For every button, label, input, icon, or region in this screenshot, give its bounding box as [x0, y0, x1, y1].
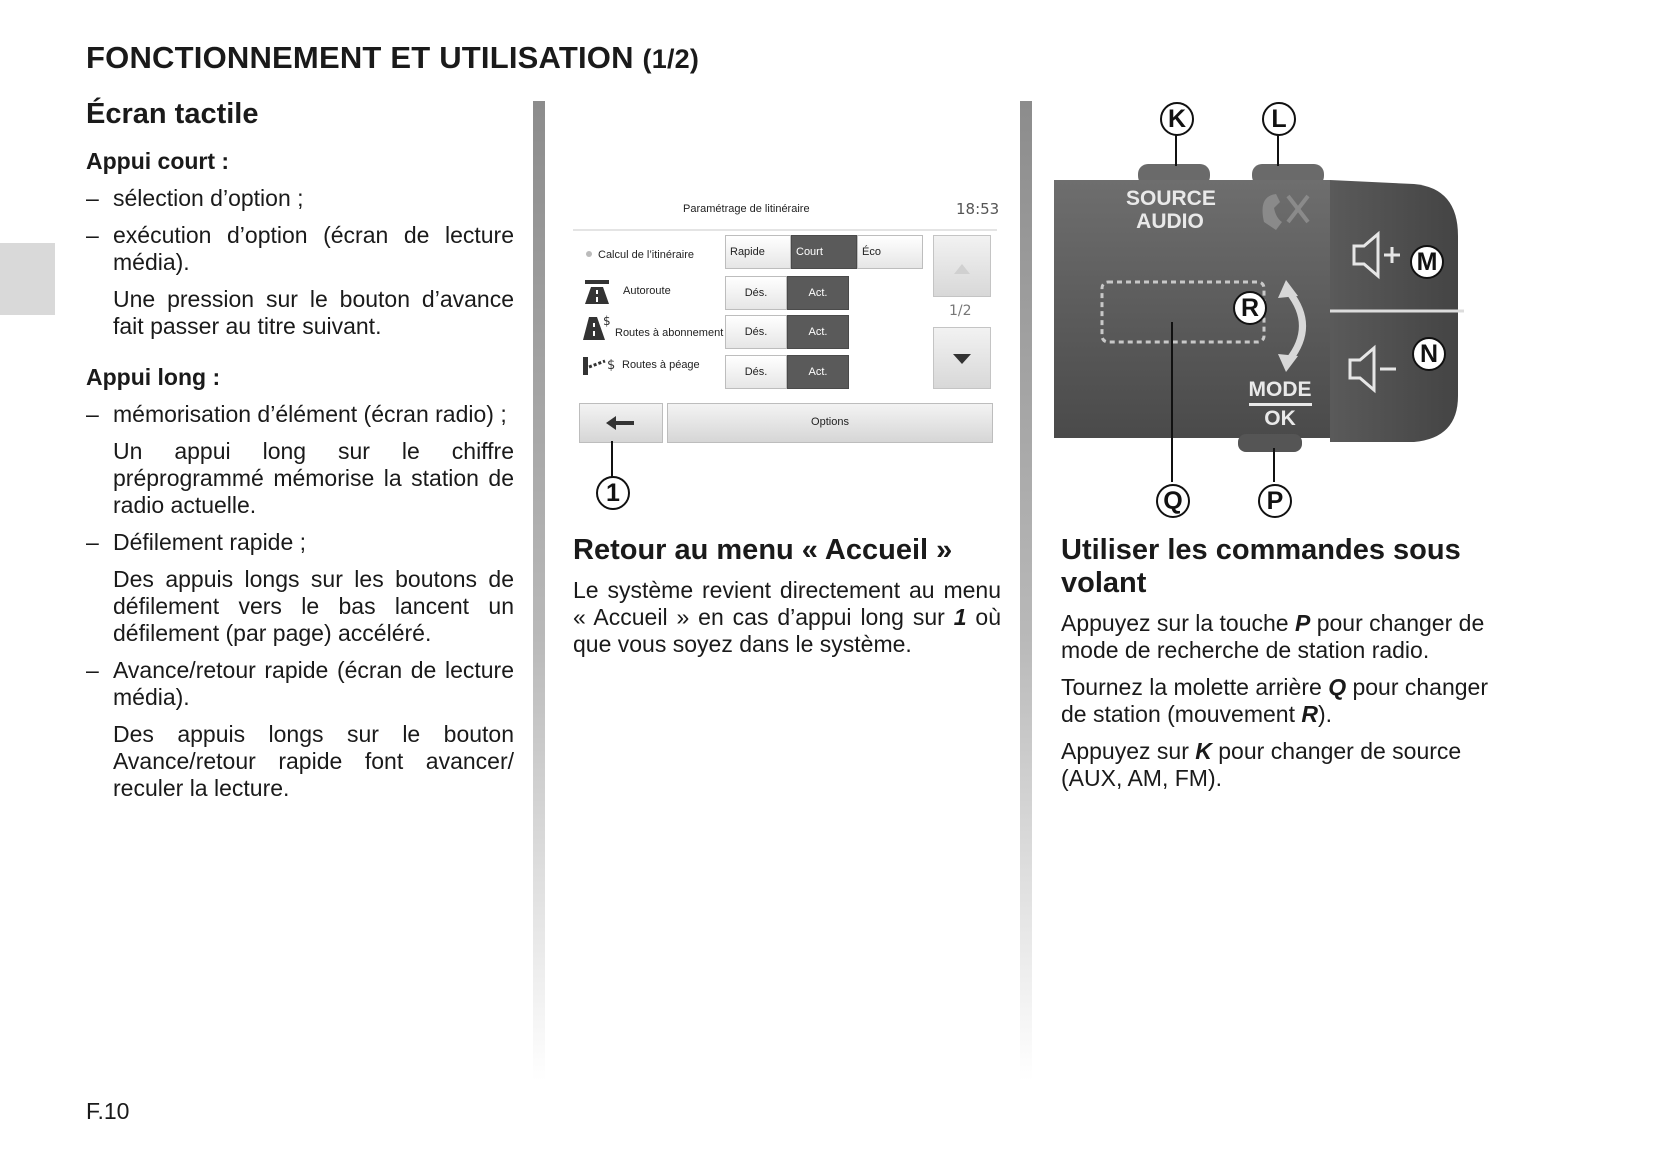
note-text: Une pression sur le bouton d’avance fait passer au titre suivant.: [113, 286, 514, 339]
list-item: – Avance/retour rapide (écran de lecture média).: [86, 657, 514, 711]
toll-off[interactable]: Dés.: [725, 355, 787, 389]
page-title: [86, 40, 699, 76]
key-ref: P: [1294, 610, 1311, 636]
steering-controls-section: [1061, 534, 1499, 802]
highway-label: Autoroute: [623, 285, 671, 297]
scroll-down-button[interactable]: [933, 327, 991, 389]
note-text: Un appui long sur le chiffre préprogrammé mémorise la station de radio actuelle.: [113, 438, 514, 518]
list-item: – exécution d’option (écran de lecture média).: [86, 222, 514, 276]
note-text: Des appuis longs sur le bouton Avance/retour rapide font avancer/ reculer la lecture.: [113, 721, 514, 801]
callout-n: N: [1412, 337, 1446, 371]
mode-ok-label: MODE OK: [1248, 378, 1312, 430]
key-ref: K: [1195, 738, 1212, 764]
option-court[interactable]: Court: [791, 235, 857, 269]
key-ref: Q: [1328, 674, 1347, 700]
long-press-label: Appui long :: [86, 364, 221, 390]
arrow-left-icon: [580, 404, 662, 442]
key-ref: 1: [953, 604, 967, 630]
subscription-roads-label: Routes à abonnement: [615, 327, 724, 339]
callout-p: P: [1258, 484, 1292, 518]
option-rapide[interactable]: Rapide: [725, 235, 791, 269]
section-heading: Utiliser les commandes sous volant: [1061, 534, 1461, 599]
list-item: – mémorisation d’élément (écran radio) ;: [86, 401, 514, 428]
svg-text:$: $: [607, 358, 616, 373]
instruction-text: Tournez la molette arrière Q pour changer de station (mouvement R).: [1061, 674, 1489, 727]
back-button[interactable]: [579, 403, 663, 443]
scrollbar[interactable]: [933, 235, 991, 397]
chevron-up-icon: [934, 236, 990, 296]
list-item: – sélection d’option ;: [86, 185, 514, 212]
touchscreen-section: [86, 96, 514, 812]
highway-on[interactable]: Act.: [787, 276, 849, 310]
instruction-text: Appuyez sur la touche P pour changer de mode de recherche de station radio.: [1061, 610, 1485, 663]
callout-q: Q: [1156, 484, 1190, 518]
list-item: – Défilement rapide ;: [86, 529, 514, 556]
option-eco[interactable]: Éco: [857, 235, 923, 269]
home-menu-section: [573, 534, 1001, 658]
bullet-icon: [586, 251, 592, 257]
chevron-down-icon: [934, 328, 990, 388]
section-tab: [0, 243, 55, 315]
options-button[interactable]: Options: [667, 403, 993, 443]
short-press-label: Appui court :: [86, 148, 230, 174]
callout-r: R: [1233, 291, 1267, 325]
note-text: Des appuis longs sur les boutons de défilement vers le bas lancent un défilement (par page) accéléré.: [113, 566, 514, 646]
column-divider: [533, 101, 545, 1081]
screen-title: Paramétrage de litinéraire: [683, 203, 810, 215]
toll-roads-label: Routes à péage: [622, 359, 700, 371]
subscription-on[interactable]: Act.: [787, 315, 849, 349]
page-number: F.10: [86, 1098, 130, 1124]
screen-clock: 18:53: [956, 200, 1000, 218]
toll-on[interactable]: Act.: [787, 355, 849, 389]
title-part: (1/2): [642, 44, 700, 74]
callout-m: M: [1410, 245, 1444, 279]
callout-l: L: [1262, 102, 1296, 136]
title-text: FONCTIONNEMENT ET UTILISATION: [86, 40, 634, 75]
highway-icon: [583, 277, 611, 305]
source-audio-label: SOURCE AUDIO: [1126, 187, 1216, 233]
callout-k: K: [1160, 102, 1194, 136]
instruction-text: Appuyez sur K pour changer de source (AUX, AM, FM).: [1061, 738, 1462, 791]
subscription-off[interactable]: Dés.: [725, 315, 787, 349]
key-ref: R: [1301, 701, 1318, 727]
callout-1: 1: [596, 476, 630, 510]
column-divider: [1020, 101, 1032, 1081]
toll-road-icon: [581, 353, 619, 377]
section-heading: Écran tactile: [86, 98, 259, 130]
highway-off[interactable]: Dés.: [725, 276, 787, 310]
section-heading: Retour au menu « Accueil »: [573, 534, 953, 566]
page-indicator: 1/2: [949, 303, 972, 319]
section-text: Le système revient directement au menu « Accueil » en cas d’appui long sur 1 où que vous soyez dans le système.: [573, 577, 1001, 657]
route-calc-label: Calcul de l’itinéraire: [598, 249, 694, 261]
scroll-up-button[interactable]: [933, 235, 991, 297]
route-settings-screen: [573, 197, 1000, 445]
svg-text:$: $: [603, 314, 611, 328]
toll-subscription-icon: [583, 313, 615, 341]
